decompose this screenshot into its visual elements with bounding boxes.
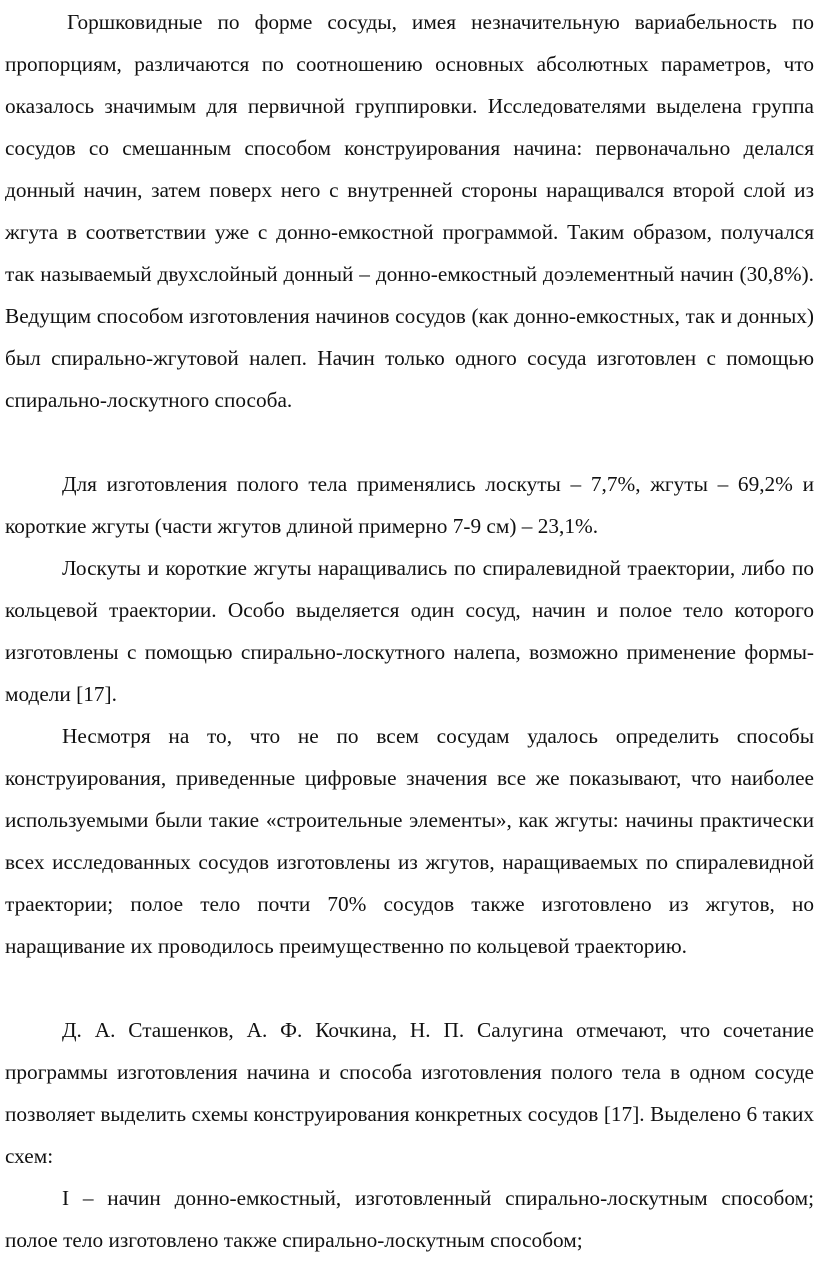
paragraph-trajectories: Лоскуты и короткие жгуты наращивались по спиралевидной траектории, либо по кольцевой траектории. Особо выделяется один сосуд, начин и полое тело которого изготовлены с помощью спирально-лоскутного налепа, возможно применение формы-модели [17]. bbox=[5, 556, 814, 706]
paragraph-scheme-one: I – начин донно-емкостный, изготовленный спирально-лоскутным способом; полое тело изготовлено также спирально-лоскутным способом; bbox=[5, 1186, 814, 1252]
paragraph-body-materials: Для изготовления полого тела применялись лоскуты – 7,7%, жгуты – 69,2% и короткие жгуты (части жгутов длиной примерно 7-9 см) – 23,1%. bbox=[5, 472, 814, 538]
paragraph-vessel-construction: Горшковидные по форме сосуды, имея незначительную вариабельность по пропорциям, различаются по соотношению основных абсолютных параметров, что оказалось значимым для первичной группировки. Исследователями выделена группа сосудов со смешанным способом конструирования начина: первоначально делался донный начин, затем поверх него с внутренней стороны наращивался второй слой из жгута в соответствии уже с донно-емкостной программой. Таким образом, получался так называемый двухслойный донный – донно-емкостный доэлементный начин (30,8%). Ведущим способом изготовления начинов сосудов (как донно-емкостных, так и донных) был спирально-жгутовой налеп. Начин только одного сосуда изготовлен с помощью спирально-лоскутного способа. bbox=[5, 10, 814, 412]
paragraph-building-elements: Несмотря на то, что не по всем сосудам удалось определить способы конструирования, приведенные цифровые значения все же показывают, что наиболее используемыми были такие «строительные элементы», как жгуты: начины практически всех исследованных сосудов изготовлены из жгутов, наращиваемых по спиралевидной траектории; полое тело почти 70% сосудов также изготовлено из жгутов, но наращивание их проводилось преимущественно по кольцевой траекторию. bbox=[5, 724, 814, 958]
paragraph-construction-schemes: Д. А. Сташенков, А. Ф. Кочкина, Н. П. Салугина отмечают, что сочетание программы изготовления начина и способа изготовления полого тела в одном сосуде позволяет выделить схемы конструирования конкретных сосудов [17]. Выделено 6 таких схем: bbox=[5, 1018, 814, 1168]
